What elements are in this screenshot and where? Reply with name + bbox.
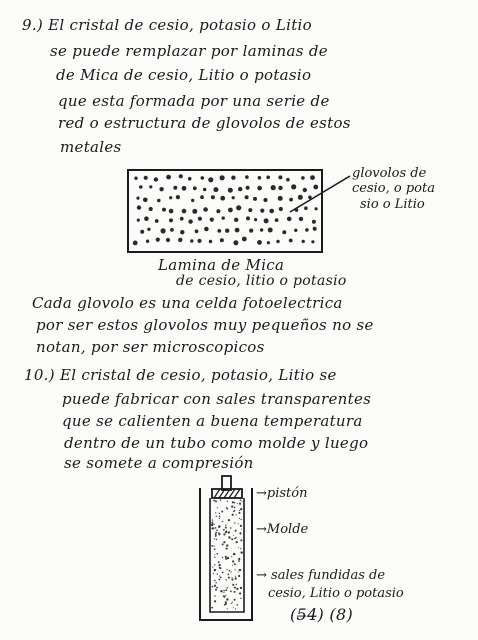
salt-speck — [232, 514, 234, 516]
salt-speck — [241, 551, 243, 553]
salt-speck — [240, 539, 242, 541]
salt-speck — [238, 572, 239, 573]
salt-speck — [220, 499, 222, 501]
salt-speck — [214, 569, 216, 571]
salt-speck — [214, 580, 215, 581]
salt-speck — [229, 532, 230, 533]
caption-line-2: de cesio, litio o potasio — [176, 273, 347, 289]
salt-speck — [216, 587, 218, 589]
salt-speck — [219, 516, 221, 518]
salt-speck — [231, 538, 233, 540]
middle-line-3: notan, por ser microscopicos — [36, 338, 265, 356]
salt-speck — [235, 608, 236, 609]
callout-line-2: cesio, o pota — [352, 181, 435, 196]
salt-speck — [234, 510, 235, 511]
salt-speck — [228, 519, 230, 521]
salt-speck — [241, 529, 242, 530]
salt-speck — [218, 533, 220, 535]
salt-speck — [214, 585, 216, 587]
salt-speck — [219, 575, 220, 576]
salt-speck — [234, 502, 235, 503]
salt-speck — [212, 523, 213, 524]
salt-speck — [223, 590, 225, 592]
salt-speck — [220, 590, 222, 592]
salt-speck — [233, 607, 234, 608]
salt-speck — [224, 604, 226, 606]
salt-speck — [226, 544, 228, 546]
salt-speck — [239, 512, 241, 514]
salt-speck — [214, 548, 216, 550]
salt-speck — [222, 572, 224, 574]
salt-speck — [240, 548, 241, 549]
salt-speck — [234, 591, 236, 593]
salt-speck — [214, 554, 215, 555]
salt-speck — [241, 519, 242, 520]
salt-speck — [236, 604, 238, 606]
salt-speck — [216, 582, 217, 583]
salt-speck — [225, 548, 227, 550]
item-9-line-5: red o estructura de glovolos de estos — [58, 114, 351, 132]
salt-speck — [229, 570, 231, 572]
salt-speck — [236, 541, 238, 543]
salt-speck — [228, 536, 230, 538]
salt-speck — [218, 564, 220, 566]
salt-speck — [231, 571, 232, 572]
salt-speck — [238, 575, 240, 577]
salt-speck — [222, 543, 224, 545]
item-10-line-4: dentro de un tubo como molde y luego — [64, 434, 369, 452]
salt-speck — [211, 607, 213, 609]
item-10-line-5: se somete a compresión — [64, 454, 254, 472]
salt-speck — [233, 553, 235, 555]
salt-speck — [215, 535, 217, 537]
salt-speck — [212, 519, 213, 520]
salt-speck — [215, 533, 217, 535]
salt-speck — [214, 538, 215, 539]
salt-speck — [226, 530, 227, 531]
item-10-line-1: 10.) El cristal de cesio, potasio, Litio se — [24, 366, 337, 384]
callout-line-3: sio o Litio — [360, 197, 425, 212]
tube-inner-wall — [210, 498, 244, 612]
salt-speck — [223, 529, 225, 531]
salt-speck — [238, 558, 240, 560]
salt-speck — [230, 527, 232, 529]
salt-speck — [227, 557, 229, 559]
salt-speck — [216, 539, 217, 540]
salt-speck — [239, 503, 241, 505]
salt-speck — [216, 553, 218, 555]
salt-speck — [234, 538, 235, 539]
item-9-line-6: metales — [60, 138, 122, 156]
salt-speck — [226, 507, 227, 508]
salt-speck — [223, 592, 224, 593]
item-9-line-3: de Mica de cesio, Litio o potasio — [56, 66, 312, 84]
salt-speck — [237, 503, 238, 504]
salt-speck — [231, 578, 233, 580]
salt-speck — [220, 577, 222, 579]
callout-line-1: glovolos de — [352, 166, 427, 181]
salt-speck — [232, 560, 234, 562]
salt-speck — [223, 533, 225, 535]
molten-salts-fill — [211, 499, 243, 609]
salt-speck — [225, 558, 227, 560]
salt-speck — [236, 584, 237, 585]
salt-speck — [223, 541, 225, 543]
item-9-line-1: 9.) El cristal de cesio, potasio o Litio — [22, 16, 312, 34]
item-10-line-2: puede fabricar con sales transparentes — [62, 390, 372, 408]
salt-speck — [225, 589, 227, 591]
label-sales-1: → sales fundidas de — [256, 568, 386, 583]
salt-speck — [215, 527, 217, 529]
salt-speck — [218, 561, 220, 563]
salt-speck — [215, 532, 217, 534]
salt-speck — [240, 500, 241, 501]
label-piston: →pistón — [256, 486, 308, 501]
item-9-line-4: que esta formada por una serie de — [58, 92, 330, 110]
salt-speck — [224, 596, 226, 598]
salt-speck — [214, 546, 215, 547]
salt-speck — [219, 513, 220, 514]
salt-speck — [233, 535, 234, 536]
salt-speck — [215, 500, 217, 502]
salt-speck — [227, 574, 229, 576]
salt-speck — [222, 521, 223, 522]
salt-speck — [238, 523, 239, 524]
salt-speck — [219, 518, 220, 519]
salt-speck — [213, 573, 214, 574]
salt-speck — [239, 532, 241, 534]
salt-speck — [215, 589, 217, 591]
salt-speck — [226, 569, 227, 570]
salt-speck — [211, 527, 213, 529]
label-molde: →Molde — [256, 522, 309, 537]
salt-speck — [213, 500, 215, 502]
salt-speck — [231, 556, 232, 557]
salt-speck — [225, 601, 227, 603]
salt-speck — [239, 569, 241, 571]
salt-speck — [216, 516, 217, 517]
salt-speck — [232, 565, 233, 566]
salt-speck — [218, 579, 220, 581]
salt-speck — [217, 507, 218, 508]
salt-speck — [240, 508, 242, 510]
salt-speck — [239, 510, 240, 511]
salt-speck — [232, 501, 234, 503]
salt-speck — [231, 603, 232, 604]
salt-speck — [215, 512, 216, 513]
salt-speck — [238, 560, 240, 562]
salt-speck — [235, 569, 236, 570]
salt-speck — [217, 573, 218, 574]
salt-speck — [228, 577, 230, 579]
salt-speck — [222, 557, 223, 558]
salt-speck — [214, 557, 215, 558]
salt-speck — [214, 595, 215, 596]
page-number: (5̶4̶) (8) — [290, 605, 353, 624]
salt-speck — [235, 576, 236, 577]
item-9-line-2: se puede remplazar por laminas de — [50, 42, 328, 60]
salt-speck — [240, 598, 241, 599]
salt-speck — [235, 514, 236, 515]
salt-speck — [226, 598, 228, 600]
salt-speck — [234, 587, 236, 589]
salt-speck — [225, 527, 227, 529]
salt-speck — [238, 547, 239, 548]
salt-speck — [226, 579, 227, 580]
salt-speck — [240, 587, 242, 589]
salt-speck — [214, 600, 216, 602]
salt-speck — [225, 556, 227, 558]
salt-speck — [226, 508, 228, 510]
label-sales-2: cesio, Litio o potasio — [268, 586, 404, 601]
salt-speck — [214, 564, 215, 565]
salt-speck — [231, 506, 233, 508]
salt-speck — [225, 531, 227, 533]
salt-speck — [234, 563, 236, 565]
salt-speck — [219, 568, 220, 569]
salt-speck — [239, 592, 241, 594]
salt-speck — [226, 587, 228, 589]
caption-line-1: Lamina de Mica — [158, 256, 285, 274]
salt-speck — [214, 524, 215, 525]
salt-speck — [242, 501, 243, 502]
salt-speck — [227, 608, 228, 609]
salt-speck — [240, 525, 242, 527]
salt-speck — [239, 518, 240, 519]
salt-speck — [235, 577, 237, 579]
middle-line-2: por ser estos glovolos muy pequeños no se — [36, 316, 374, 334]
salt-speck — [216, 530, 218, 532]
middle-line-1: Cada glovolo es una celda fotoelectrica — [32, 294, 343, 312]
salt-speck — [218, 526, 220, 528]
salt-speck — [211, 545, 213, 547]
salt-speck — [225, 595, 226, 596]
salt-speck — [236, 588, 238, 590]
salt-speck — [230, 591, 232, 593]
piston-rod — [222, 476, 231, 490]
salt-speck — [232, 602, 233, 603]
salt-speck — [235, 530, 237, 532]
salt-speck — [234, 599, 236, 601]
salt-speck — [212, 587, 213, 588]
salt-speck — [212, 566, 213, 567]
salt-speck — [227, 501, 228, 502]
salt-speck — [225, 525, 226, 526]
salt-speck — [234, 507, 236, 509]
salt-speck — [234, 522, 235, 523]
salt-speck — [232, 577, 233, 578]
salt-speck — [221, 511, 223, 513]
item-10-line-3: que se calienten a buena temperatura — [62, 412, 363, 430]
salt-speck — [211, 524, 213, 526]
salt-speck — [232, 584, 234, 586]
